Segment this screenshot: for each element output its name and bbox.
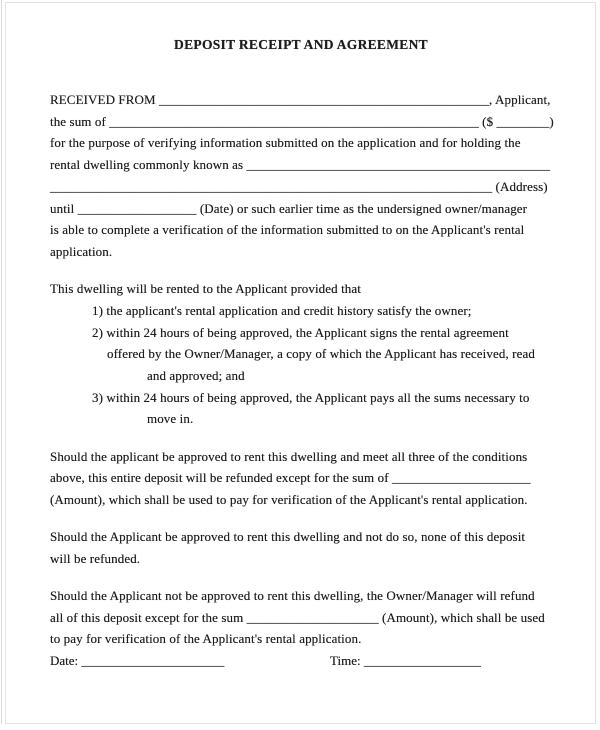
refund-conditions-met-paragraph [50, 446, 552, 511]
date-field [50, 650, 330, 672]
sum-line: the sum of ________________________________________________________ ($ ________) [50, 113, 554, 129]
date-blank: ______________________ [81, 653, 225, 669]
refund-not-rented-paragraph [50, 526, 552, 569]
refund-met-line-1: Should the applicant be approved to rent this dwelling and meet all three of the conditions [50, 448, 528, 464]
condition-item-3: 3) within 24 hours of being approved, the Applicant pays all the sums necessary to [92, 389, 530, 405]
condition-item-2-end: and approved; and [147, 367, 245, 383]
verification-line: is able to complete a verification of the information submitted to on the Applicant's rental [50, 222, 525, 238]
dwelling-known-as-line: rental dwelling commonly known as ______________________________________________ [50, 157, 551, 173]
condition-item-2: 2) within 24 hours of being approved, the Applicant signs the rental agreement [92, 324, 509, 340]
scan-edge-line [1, 0, 2, 724]
document-title: DEPOSIT RECEIPT AND AGREEMENT [174, 37, 428, 52]
condition-item-2-cont: offered by the Owner/Manager, a copy of which the Applicant has received, read [107, 346, 535, 362]
refund-met-line-2: above, this entire deposit will be refunded except for the sum of _____________________ [50, 470, 531, 486]
date-label: Date: [50, 653, 79, 669]
date-time-row [50, 650, 552, 672]
condition-item-3-cont: move in. [147, 411, 194, 427]
until-date-line: until __________________ (Date) or such earlier time as the undersigned owner/manager [50, 200, 528, 216]
not-rented-line-1: Should the Applicant be approved to rent this dwelling and not do so, none of this deposit [50, 529, 526, 545]
time-blank: __________________ [363, 653, 481, 669]
conditions-paragraph [50, 278, 552, 430]
condition-item-1: 1) the applicant's rental application and credit history satisfy the owner; [92, 302, 472, 318]
refund-not-approved-paragraph [50, 585, 552, 672]
intro-paragraph [50, 89, 552, 263]
refund-met-line-3: (Amount), which shall be used to pay for verification of the Applicant's rental application. [50, 491, 528, 507]
purpose-line: for the purpose of verifying information submitted on the application and for holding the [50, 135, 521, 151]
address-line: ___________________________________________________________________ (Address) [50, 178, 548, 194]
time-field [330, 650, 481, 672]
document-page [50, 34, 552, 672]
not-rented-line-2: will be refunded. [50, 550, 141, 566]
not-approved-line-1: Should the Applicant not be approved to rent this dwelling, the Owner/Manager will refund [50, 588, 535, 604]
time-label: Time: [330, 653, 361, 669]
application-line: application. [50, 243, 113, 259]
not-approved-line-2: all of this deposit except for the sum ____________________ (Amount), which shall be used [50, 609, 545, 625]
received-from-line: RECEIVED FROM __________________________________________________, Applicant, [50, 92, 551, 107]
conditions-lead-line: This dwelling will be rented to the Applicant provided that [50, 281, 361, 297]
not-approved-line-3: to pay for verification of the Applicant's rental application. [50, 631, 362, 647]
